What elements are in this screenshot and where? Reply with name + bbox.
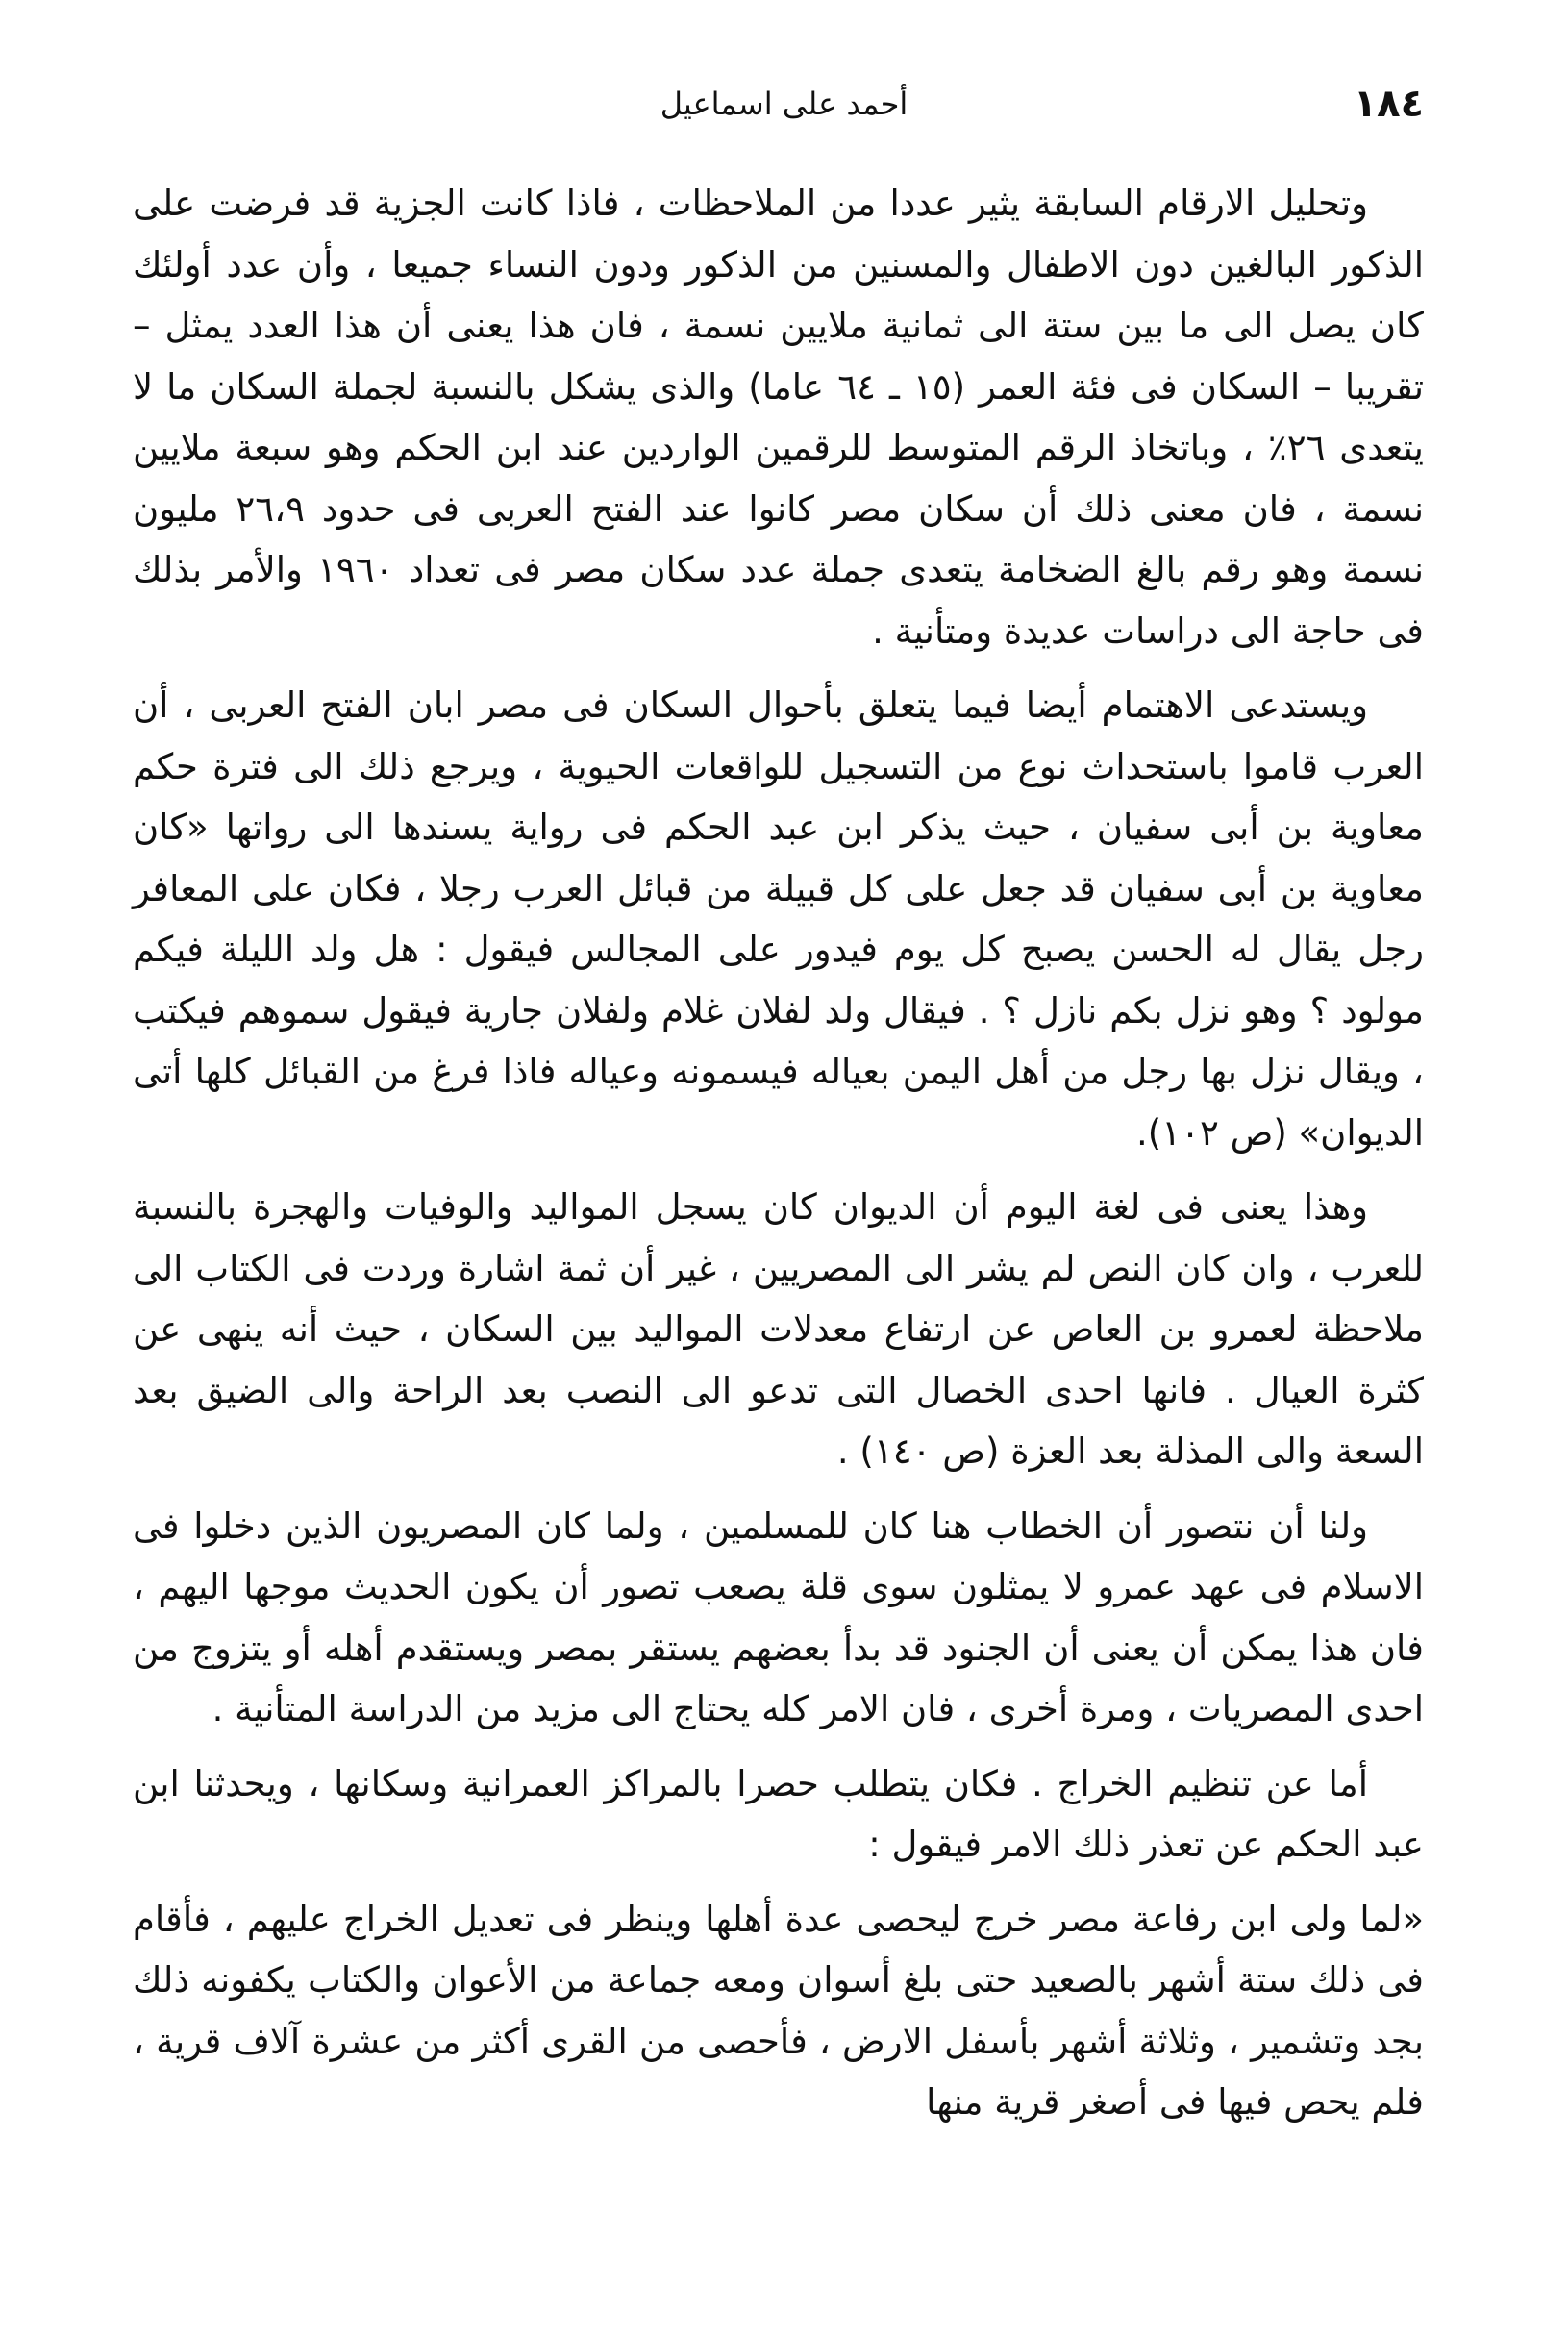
paragraph-vital-registration: ويستدعى الاهتمام أيضا فيما يتعلق بأحوال السكان فى مصر ابان الفتح العربى ، أن العرب قاموا باستحداث نوع من التسجيل للواقعات الحيوية ، ويرجع ذلك الى فترة حكم معاوية بن أبى سفيان ، حيث يذكر ابن عبد الحكم فى رواية يسندها الى رواتها «كان معاوية بن أبى سفيان قد جعل على كل قبيلة من قبائل العرب رجلا ، فكان على المعافر رجل يقال له الحسن يصبح كل يوم فيدور على المجالس فيقول : هل ولد الليلة فيكم مولود ؟ وهو نزل بكم نازل ؟ . فيقال ولد لفلان غلام ولفلان جارية فيقول سموهم فيكتب ، ويقال نزل بها رجل من أهل اليمن بعياله فيسمونه وعياله فاذا فرغ من القبائل كلها أتى الديوان» (ص ١٠٢). <box>133 684 1424 1154</box>
paragraph-diwan-records: وهذا يعنى فى لغة اليوم أن الديوان كان يسجل المواليد والوفيات والهجرة بالنسبة للعرب ، وان كان النص لم يشر الى المصريين ، غير أن ثمة اشارة وردت فى الكتاب الى ملاحظة لعمرو بن العاص عن ارتفاع معدلات المواليد بين السكان ، حيث أنه ينهى عن كثرة العيال . فانها احدى الخصال التى تدعو الى النصب بعد الراحة والى الضيق بعد السعة والى المذلة بعد العزة (ص ١٤٠) . <box>133 1186 1424 1472</box>
paragraph-quotation: «لما ولى ابن رفاعة مصر خرج ليحصى عدة أهلها وينظر فى تعديل الخراج عليهم ، فأقام فى ذلك ستة أشهر بالصعيد حتى بلغ أسوان ومعه جماعة من الأعوان والكتاب يكفونه ذلك بجد وتشمير ، وثلاثة أشهر بأسفل الارض ، فأحصى من القرى أكثر من عشرة آلاف قرية ، فلم يحص فيها فى أصغر قرية منها <box>133 1898 1424 2123</box>
paragraph-kharaj: أما عن تنظيم الخراج . فكان يتطلب حصرا بالمراكز العمرانية وسكانها ، ويحدثنا ابن عبد الحكم عن تعذر ذلك الامر فيقول : <box>133 1762 1424 1865</box>
page-number: ١٨٤ <box>1353 82 1424 126</box>
running-header <box>144 75 1424 133</box>
paragraph-address-to-muslims: ولنا أن نتصور أن الخطاب هنا كان للمسلمين ، ولما كان المصريون الذين دخلوا فى الاسلام فى عهد عمرو لا يمثلون سوى قلة يصعب تصور أن يكون الحديث موجها اليهم ، فان هذا يمكن أن يعنى أن الجنود قد بدأ بعضهم يستقر بمصر ويستقدم أهله أو يتزوج من احدى المصريات ، ومرة أخرى ، فان الامر كله يحتاج الى مزيد من الدراسة المتأنية . <box>133 1505 1424 1729</box>
body-text <box>133 173 1424 2133</box>
running-author: أحمد على اسماعيل <box>660 86 908 122</box>
paragraph-population-analysis: وتحليل الارقام السابقة يثير عددا من الملاحظات ، فاذا كانت الجزية قد فرضت على الذكور البالغين دون الاطفال والمسنين من الذكور ودون النساء جميعا ، وأن عدد أولئك كان يصل الى ما بين ستة الى ثمانية ملايين نسمة ، فان هذا يعنى أن هذا العدد يمثل – تقريبا – السكان فى فئة العمر (١٥ ـ ٦٤ عاما) والذى يشكل بالنسبة لجملة السكان ما لا يتعدى ٢٦٪ ، وباتخاذ الرقم المتوسط للرقمين الواردين عند ابن الحكم وهو سبعة ملايين نسمة ، فان معنى ذلك أن سكان مصر كانوا عند الفتح العربى فى حدود ٢٦،٩ مليون نسمة وهو رقم بالغ الضخامة يتعدى جملة عدد سكان مصر فى تعداد ١٩٦٠ والأمر بذلك فى حاجة الى دراسات عديدة ومتأنية . <box>133 183 1425 652</box>
